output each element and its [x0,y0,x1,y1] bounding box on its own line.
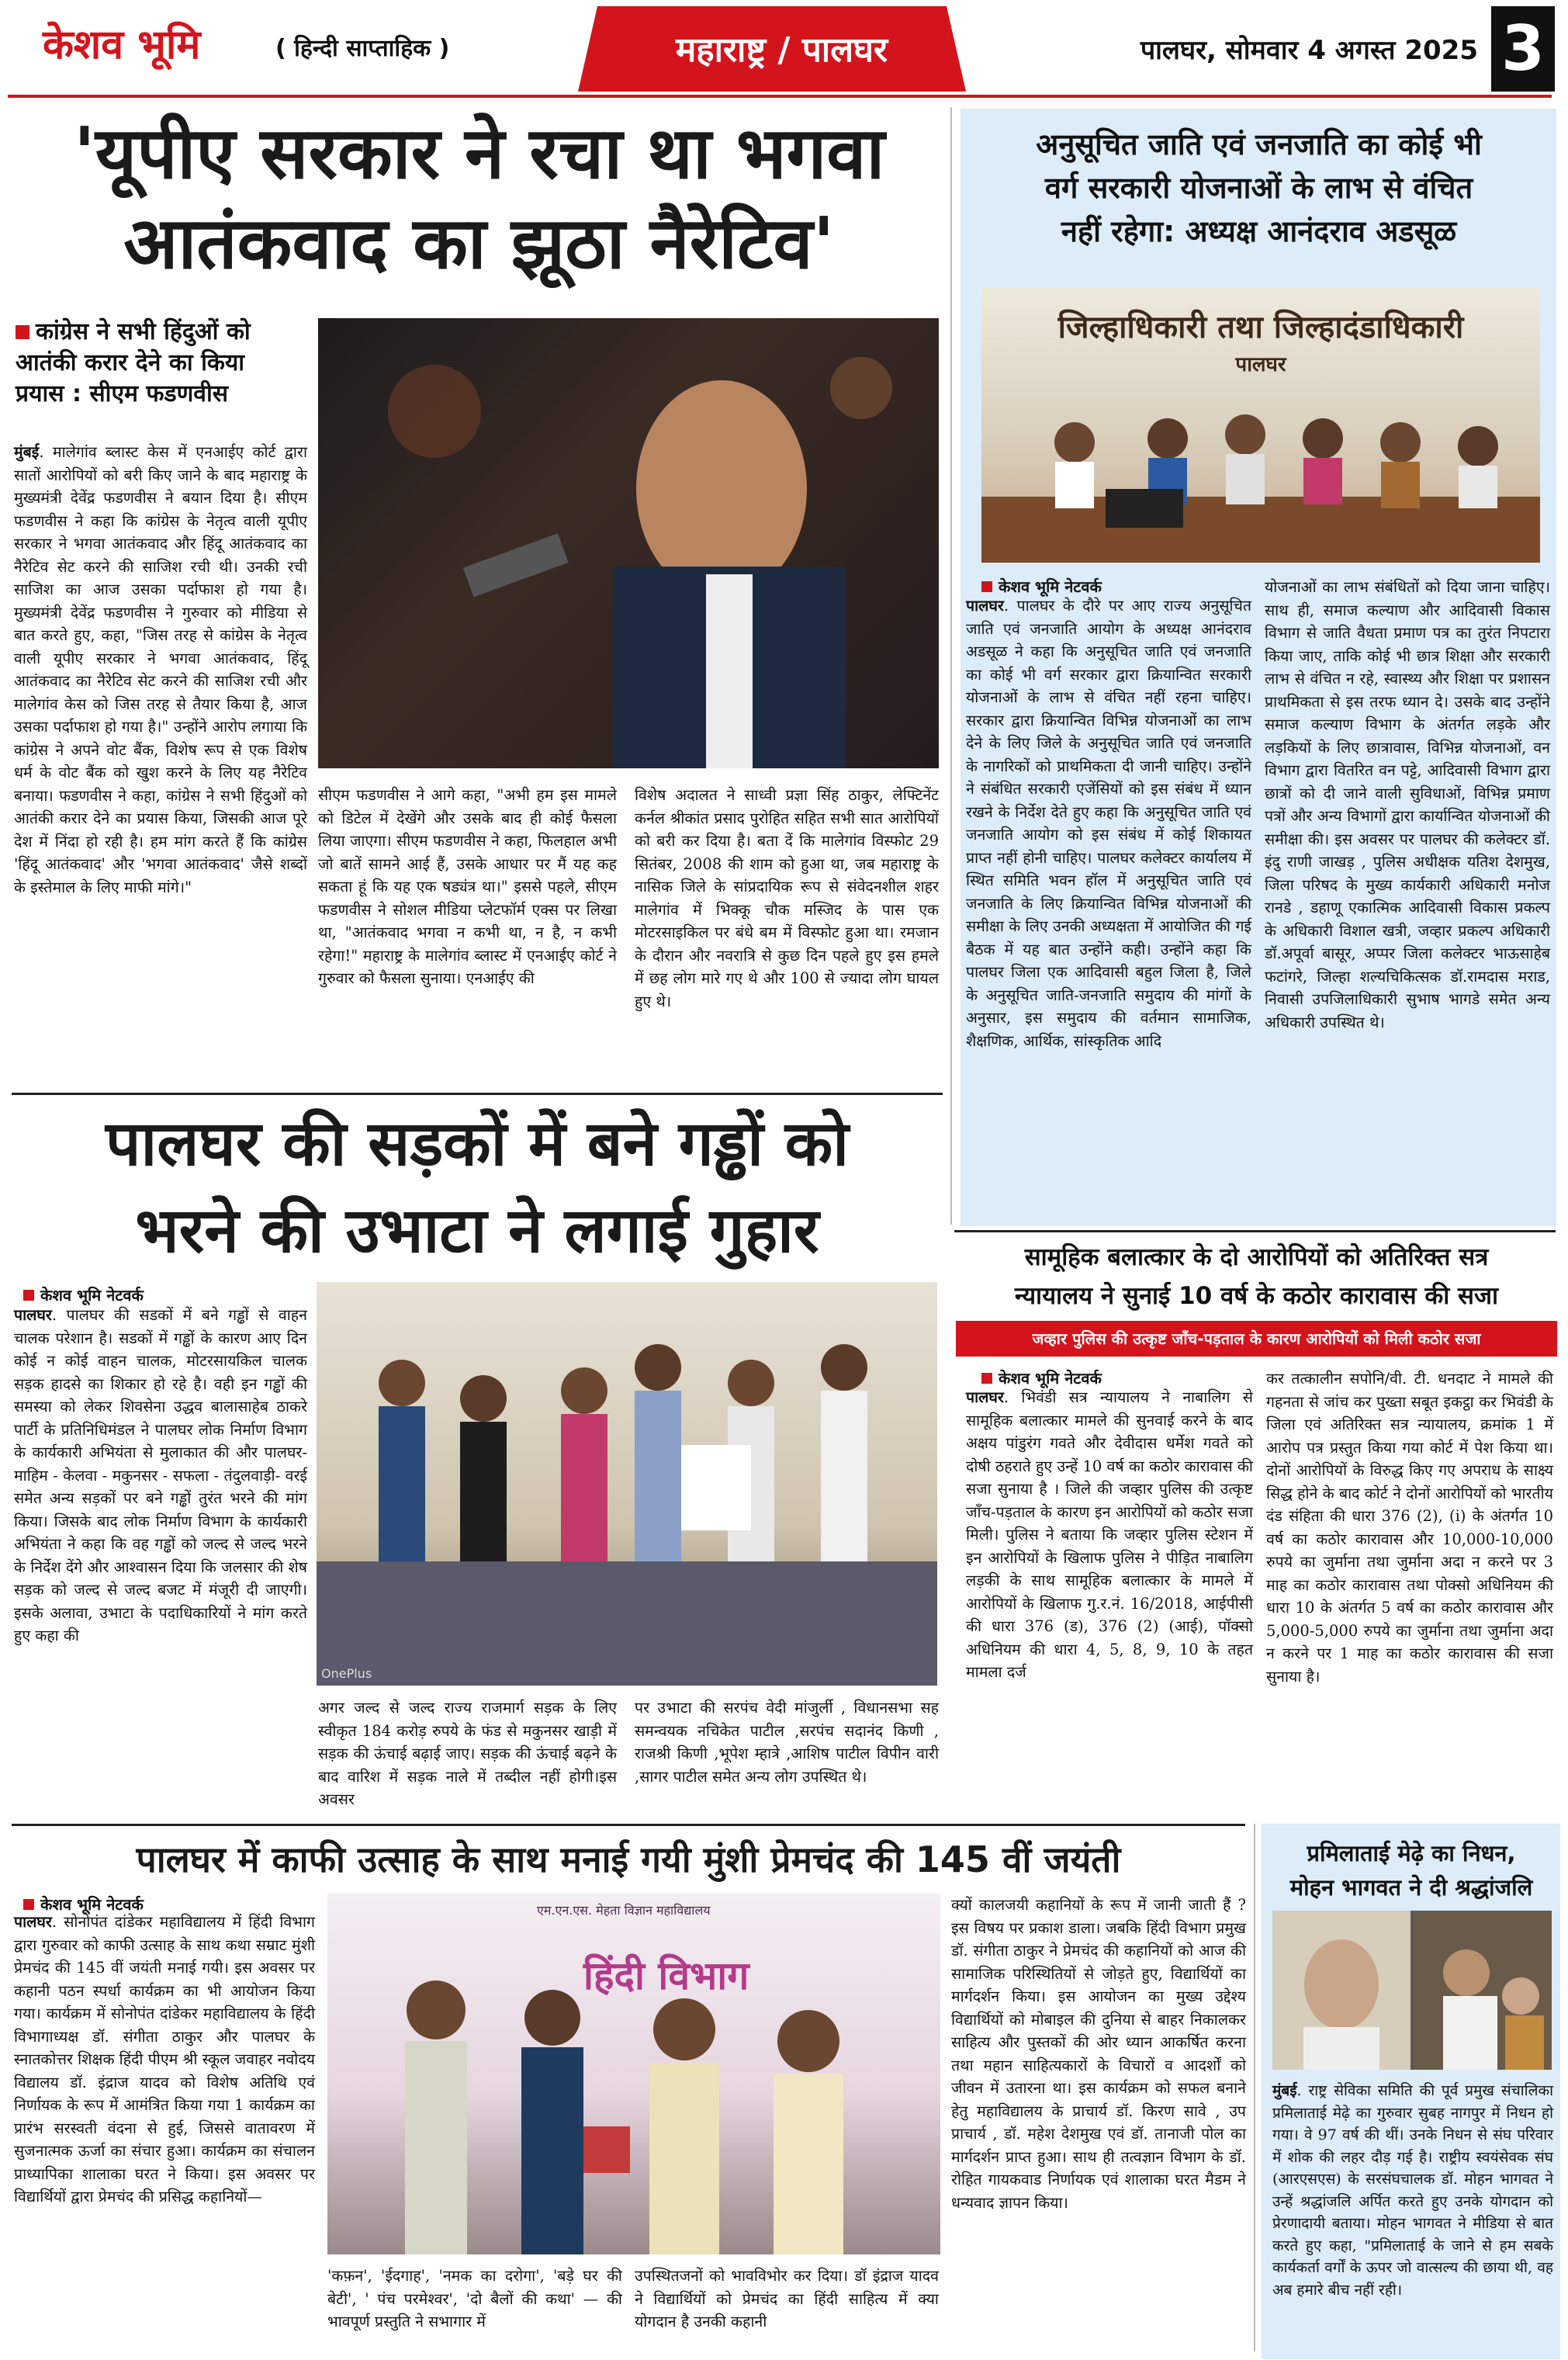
potholes-photo-art [317,1282,937,1686]
story-court-col-2: कर तत्कालीन सपोनि/वी. टी. धनदाट ने मामले की गहनता से जांच कर पुख्ता सबूत इकट्ठा कर भिवंडी के जिला एवं अतिरिक्त सत्र न्यायालय, क्रमांक 1 में आरोप पत्र प्रस्तुत किया गया कोर्ट में पेश किया था। दोनों आरोपियों के विरुद्ध किए गए अपराध के साक्ष्य सिद्ध होने के बाद कोर्ट ने दोनों आरोपियों को भारतीय दंड संहिता की धारा 376 (2), (i) के अंतर्गत 10 वर्ष का कठोर कारावास और 10,000-10,000 रुपये का जुर्माना तथा जुर्माना अदा न करने पर 3 माह का कठोर कारावास तथा पोक्सो अधिनियम की धारा 10 के अंतर्गत 5 वर्ष का कठोर कारावास और 5,000-5,000 रुपये का जुर्माना तथा जुर्माना अदा न करने पर 1 माह का कठोर कारावास की सजा सुनाया है। [1266,1370,1553,1686]
section-label: महाराष्ट्र / पालघर [675,30,888,70]
column-divider [1254,1824,1255,2351]
story-potholes-byline: केशव भूमि नेटवर्क [23,1284,144,1305]
photo-banner-2: हिंदी विभाग [583,1953,749,1998]
photo-watermark: OnePlus [321,1666,372,1681]
story-scst-byline: केशव भूमि नेटवर्क [981,576,1102,597]
story-potholes-headline: पालघर की सड़कों में बने गड्ढों को भरने की उभाटा ने लगाई गुहार [106,1107,849,1267]
story-premchand-col-4: क्यों कालजयी कहानियों के रूप में जानी जाती हैं ? इस विषय पर प्रकाश डाला। जबकि हिंदी विभाग प्रमुख डॉ. संगीता ठाकुर ने प्रेमचंद की कहानियों को आज की सामाजिक परिस्थितियों से जोड़ते हुए, विद्यार्थियों का मार्गदर्शन किया। इस आयोजन का मुख्य उद्देश्य विद्यार्थियों को मोबाइल की दुनिया से बाहर निकालकर साहित्य और पुस्तकों की ओर ध्यान आकर्षित करना तथा महान साहित्यकारों के विचारों व आदर्शों को जीवन में उतारना था। इस कार्यक्रम को सफल बनाने हेतु महाविद्यालय के प्राचार्य डॉ. किरण सावे , उप प्राचार्य , डॉ. महेश देशमुख एवं डॉ. तानाजी पोल का मार्गदर्शन प्राप्त हुआ। साथ ही तत्वज्ञान विभाग के डॉ. रोहित गायकवाड निर्णायक एवं शालाका घरत मैडम ने धन्यवाद ज्ञापन किया। [951,1896,1246,2212]
story-scst-headline: अनुसूचित जाति एवं जनजाति का कोई भी वर्ग सरकारी योजनाओं के लाभ से वंचित नहीं रहेगा: अध्यक्ष आनंदराव अडसूळ [1036,127,1482,248]
column-divider [950,107,952,1225]
subhead: कांग्रेस ने सभी हिंदुओं को आतंकी करार देने का किया प्रयास : सीएम फडणवीस [16,318,251,407]
photo-banner: एम.एन.एस. मेहता विज्ञान महाविद्यालय [537,1903,711,1918]
premchand-photo-art [327,1894,940,2254]
page-number: 3 [1501,12,1545,85]
masthead [0,0,1568,95]
story-premchand-col-1: पालघर. सोनोपंत दांडेकर महाविद्यालय में हिंदी विभाग द्वारा गुरुवार को काफी उत्साह के साथ कथा सम्राट मुंशी प्रेमचंद की 145 वीं जयंती मनाई गयी। इस अवसर पर कहानी पठन स्पर्धा कार्यक्रम का भी आयोजन किया गया। कार्यक्रम में सोनोपंत दांडेकर महाविद्यालय के हिंदी विभागाध्यक्ष डॉ. संगीता ठाकुर और पालघर के स्नातकोत्तर शिक्षक हिंदी पीएम श्री स्कूल जवाहर नवोदय विद्यालय डॉ. इंद्राज यादव को विशेष अतिथि एवं निर्णायक के रूप में आमंत्रित किया गया 1 कार्यक्रम का प्रारंभ सरस्वती वंदना से हुई, जिससे वातावरण में सुजनात्मक ऊर्जा का संचार हुआ। कार्यक्रम का संचालन प्राध्यापिका शालाका घरत ने किया। इस अवसर पर विद्यार्थियों द्वारा प्रेमचंद की प्रसिद्ध कहानियों— [14,1913,315,2206]
story-potholes-col-1: पालघर. पालघर की सडकों में बने गड्ढों से वाहन चालक परेशान है। सडकों में गड्ढों के कारण आए दिन कोई न कोई वाहन चालक, मोटरसायकिल चालक सड़क हादसे का शिकार हो रहे है। वही इन गड्ढों की समस्या को लेकर शिवसेना उद्धव बालासाहेब ठाकरे पार्टी के प्रतिनिधिमंडल ने पालघर लोक निर्माण विभाग के कार्यकारी अभियंता से मुलाकात की और पालघर- माहिम - केलवा - मकुनसर - सफला - तंदुलवाड़ी- वरई समेत अन्य सड़कों पर बने गड्ढों तुरंत भरने की मांग किया। जिसके बाद लोक निर्माण विभाग के कार्यकारी अभियंता ने कहा कि वह गड्ढों को जल्द से जल्द भरने के निर्देश देंगे और आश्वासन दिया कि जलसार की शेष सड़क को जल्द से जल्द बजट में मंजूरी दी जाएगी। इसके अलावा, उभाटा के पदाधिकारियों ने मांग करते हुए कहा की [14,1306,307,1644]
scst-meeting-art [981,287,1540,563]
bullet-icon [981,1373,992,1384]
bullet-icon [981,581,992,592]
headline-line-2: आतंकवाद का झूठा नैरेटिव' [123,202,835,285]
story-fadnavis-col-1: मुंबई. मालेगांव ब्लास्ट केस में एनआईए कोर्ट द्वारा सातों आरोपियों को बरी किए जाने के बाद महाराष्ट्र के मुख्यमंत्री देवेंद्र फडणवीस ने बयान दिया है। सीएम फडणवीस ने कहा कि कांग्रेस के नेतृत्व वाली यूपीए सरकार ने भगवा आतंकवाद और हिंदू आतंकवाद का नैरेटिव सेट करने की साजिश रची थी। उनकी रची साजिश का आज उसका पर्दाफाश हो गया है। मुख्यमंत्री देवेंद्र फडणवीस ने गुरुवार को मीडिया से बात करते हुए, कहा, "जिस तरह से कांग्रेस के नेतृत्व वाली यूपीए सरकार ने भगवा आतंकवाद, हिंदू आतंकवाद का नैरेटिव सेट करने की साजिश रची और मालेगांव केस को जिस तरह से तैयार किया है, आज उसका पर्दाफाश हो गया है।" उन्होंने आरोप लगाया कि कांग्रेस ने अपने वोट बैंक, विशेष रूप से एक विशेष धर्म के वोट बैंक को खुश करने के लिए यह नैरेटिव बनाया। फडणवीस ने कहा, कांग्रेस ने सभी हिंदुओं को आतंकी करार देने का प्रयास किया, जिसकी आज पूरे देश में निंदा हो रही है। हम मांग करते हैं कि कांग्रेस 'हिंदू आतंकवाद' और 'भगवा आतंकवाद' जैसे शब्दों के इस्तेमाल के लिए माफी मांगे।" [14,443,307,896]
story-potholes-col-3: पर उभाटा की सरपंच वेदी मांजुर्ली , विधानसभा सह समन्वयक नचिकेत पाटील ,सरपंच सदानंद किणी , राजश्री किणी ,भूपेश म्हात्रे ,आशिष पाटील विपीन वारी ,सागर पाटील समेत अन्य लोग उपस्थित थे। [635,1699,939,1786]
pramilatai-photo-art [1272,1911,1552,2070]
dateline: पालघर, सोमवार 4 अगस्त 2025 [1140,35,1478,66]
story-premchand-col-3: उपस्थितजनों को भावविभोर कर दिया। डॉ इंद्राज यादव ने विद्यार्थियों को प्रेमचंद का हिंदी साहित्य में क्या योगदान है उनकी कहानी [635,2267,939,2331]
masthead-rule [8,95,1552,98]
potholes-photo [317,1282,937,1686]
paper-name: केशव भूमि [43,22,201,68]
scst-meeting-photo [981,287,1540,563]
headline [12,109,947,289]
story-potholes-col-2: अगर जल्द से जल्द राज्य राजमार्ग सड़क के लिए स्वीकृत 184 करोड़ रुपये के फंड से मकुनसर खाड़ी में सड़क की ऊंचाई बढ़ाई जाए। सड़क की ऊंचाई बढ़ने के बाद वारिश में सड़क नाले में तब्दील नहीं होगी।इस अवसर [318,1699,617,1808]
bullet-icon [16,325,29,339]
photo-sign: जिल्हाधिकारी तथा जिल्हादंडाधिकारी [1057,310,1464,345]
story-scst-col-1: पालघर. पालघर के दौरे पर आए राज्य अनुसूचित जाति एवं जनजाति आयोग के अध्यक्ष आनंदराव अडसूळ ने कहा कि अनुसूचित जाति एवं जनजाति का कोई भी वर्ग सरकार द्वारा क्रियान्वित सरकारी योजनाओं के लाभ से वंचित नहीं रहना चाहिए। सरकार द्वारा क्रियान्वित विभिन्न योजनाओं का लाभ देने के लिए जिले के अनुसूचित जाति एवं जनजाति के नागरिकों को प्राथमिकता दी जानी चाहिए। उन्होंने ने संबंधित सरकारी एजेंसियों को इस संबंध में ध्यान रखने के निर्देश देते हुए कहा कि अनुसूचित जाति एवं जनजाति आयोग को इस संबंध में कोई शिकायत प्राप्त नहीं होनी चाहिए। पालघर कलेक्टर कार्यालय में स्थित समिति भवन हॉल में अनुसूचित जाति एवं जनजाति के लिए क्रियान्वित विभिन्न योजनाओं की समीक्षा के लिए उनकी अध्यक्षता में आयोजित की गई बैठक में यह बात उन्होंने कही। उन्होंने कहा कि पालघर जिला एक आदिवासी बहुल जिला है, जिले के अनुसूचित जाति-जनजाति समुदाय की मांगों के अनुसार, इस समुदाय की वर्तमान सामाजिक, शैक्षणिक, आर्थिक, सांस्कृतिक आदि [966,597,1251,1050]
fadnavis-photo [318,318,939,768]
story-court-byline: केशव भूमि नेटवर्क [981,1367,1102,1388]
story-fadnavis-col-3: विशेष अदालत ने साध्वी प्रज्ञा सिंह ठाकुर, लेफ्टिनेंट कर्नल श्रीकांत प्रसाद पुरोहित सहित सभी सात आरोपियों को बरी कर दिया है। बता दें कि मालेगांव विस्फोट 29 सितंबर, 2008 की शाम को हुआ था, जब महाराष्ट्र के नासिक जिले के सांप्रदायिक रूप से संवेदनशील शहर मालेगांव में भिक्कू चौक मस्जिद के पास एक मोटरसाइकिल पर बंधे बम में विस्फोट हुआ था। रमजान के दौरान और नवरात्रि से कुछ दिन पहले हुए इस हमले में छह लोग मारे गए थे और 100 से ज्यादा लोग घायल हुए थे। [635,786,939,1010]
paper-type: ( हिन्दी साप्ताहिक ) [275,35,450,62]
bullet-icon [23,1290,34,1301]
premchand-photo [327,1894,940,2254]
pramilatai-photos [1272,1911,1552,2070]
bullet-icon [23,1899,34,1910]
section-rule [12,1093,943,1095]
story-court-headline: सामूहिक बलात्कार के दो आरोपियों को अतिरिक्त सत्र न्यायालय ने सुनाई 10 वर्ष के कठोर कारावास की सजा [1014,1243,1499,1310]
story-court-col-1: पालघर. भिवंडी सत्र न्यायालय ने नाबालिग से सामूहिक बलात्कार मामले की सुनवाई करने के बाद अक्षय पांडुरंग गवते और देवीदास धर्मेश गवते को दोषी ठहराते हुए उन्हें 10 वर्ष का कठोर कारावास की सजा सुनाया है । जिले की जव्हार पुलिस की उत्कृष्ट जाँच-पड़ताल के कारण इन आरोपियों को कठोर सजा मिली। पुलिस ने बताया कि जव्हार पुलिस स्टेशन में इन आरोपियों के खिलाफ पुलिस ने पीड़ित नाबालिग लड़की के साथ सामूहिक बलात्कार के मामले में आरोपियों के खिलाफ गु.र.नं. 16/2018, आईपीसी की धारा 376 (ड), 376 (2) (आई), पॉक्सो अधिनियम की धारा 4, 5, 8, 9, 10 के तहत मामला दर्ज [966,1388,1253,1681]
story-scst-col-2: योजनाओं का लाभ संबंधितों को दिया जाना चाहिए। साथ ही, समाज कल्याण और आदिवासी विकास विभाग से जाति वैधता प्रमाण पत्र का तुरंत निपटारा किया जाए, ताकि कोई भी छात्र शिक्षा और सरकारी लाभ से वंचित न रहे, स्वास्थ्य और शिक्षा पर प्रशासन प्राथमिकता से इस तरफ ध्यान दे। उसके बाद उन्होंने समाज कल्याण विभाग के अंतर्गत लड़के और लड़कियों के लिए छात्रावास, विभिन्न योजनाओं, वन विभाग द्वारा वितरित वन पट्टे, आदिवासी विभाग द्वारा छात्रों को दी जाने वाली सुविधाओं, विभिन्न प्रमाण पत्रों और अन्य विभागों द्वारा कार्यान्वित योजनाओं की समीक्षा की। इस अवसर पर पालघर की कलेक्टर डॉ. इंदु राणी जाखड़ , पुलिस अधीक्षक यतिश देशमुख, जिला परिषद के मुख्य कार्यकारी अधिकारी मनोज रानडे , डहाणू एकात्मिक आदिवासी विकास प्रकल्प के अधिकारी विशाल खत्री, जव्हार प्रकल्प अधिकारी डॉ.अपूर्वा बासूर, अप्पर जिला कलेक्टर भाऊसाहेब फटांगरे, जिल्हा शल्यचिकित्सक डॉ.रामदास मराड, निवासी उपजिलाधिकारी सुभाष भागडे समेत अन्य अधिकारी उपस्थित थे। [1265,578,1550,1031]
story-premchand-byline: केशव भूमि नेटवर्क [23,1894,144,1915]
headline-line-1: 'यूपीए सरकार ने रचा था भगवा [73,112,885,195]
section-rule [12,1824,1245,1826]
story-premchand-headline: पालघर में काफी उत्साह के साथ मनाई गयी मुंशी प्रेमचंद की 145 वीं जयंती [136,1838,1121,1880]
story-fadnavis-col-2: सीएम फडणवीस ने आगे कहा, "अभी हम इस मामले को डिटेल में देखेंगे और उसके बाद ही कोई फैसला लिया जाएगा। सीएम फडणवीस ने कहा, फिलहाल अभी जो बातें सामने आई हैं, उसके आधार पर मैं यह कह सकता हूं कि यह एक षड्यंत्र था।" इससे पहले, सीएम फडणवीस ने सोशल मीडिया प्लेटफॉर्म एक्स पर लिखा था, "आतंकवाद भगवा न कभी था, न है, न कभी रहेगा!" महाराष्ट्र के मालेगांव ब्लास्ट में एनआईए कोर्ट ने गुरुवार को फैसला सुनाया। एनआईए की [318,786,617,987]
photo-sign-2: पालघर [1235,353,1286,376]
story-court-subhead: जव्हार पुलिस की उत्कृष्ट जाँच-पड़ताल के कारण आरोपियों को मिली कठोर सजा [956,1321,1557,1357]
story-premchand-col-2: 'कफ़न', 'ईदगाह', 'नमक का दरोगा', 'बड़े घर की बेटी', ' पंच परमेश्वर', 'दो बैलों की कथा' — की भावपूर्ण प्रस्तुति ने सभागार में [327,2267,622,2331]
fadnavis-photo-art [318,318,939,768]
story-pramilatai-col-1: मुंबई. राष्ट्र सेविका समिति की पूर्व प्रमुख संचालिका प्रमिलाताई मेढ़े का गुरुवार सुबह नागपुर में निधन हो गया। वे 97 वर्ष की थीं। उनके निधन से संघ परिवार में शोक की लहर दौड़ गई है। राष्ट्रीय स्वयंसेवक संघ (आरएसएस) के सरसंघचालक डॉ. मोहन भागवत ने उन्हें श्रद्धांजलि अर्पित करते हुए उनके योगदान को प्रेरणादायी बताया। मोहन भागवत ने मीडिया से बात करते हुए कहा, "प्रमिलाताई के जाने से हम सबके कार्यकर्ता वर्गों के ऊपर जो वात्सल्य की छाया थी, वह अब हमारे बीच नहीं रही। [1272,2082,1553,2299]
section-rule [954,1230,1556,1232]
story-pramilatai-headline: प्रमिलाताई मेढ़े का निधन, मोहन भागवत ने दी श्रद्धांजलि [1289,1840,1533,1901]
